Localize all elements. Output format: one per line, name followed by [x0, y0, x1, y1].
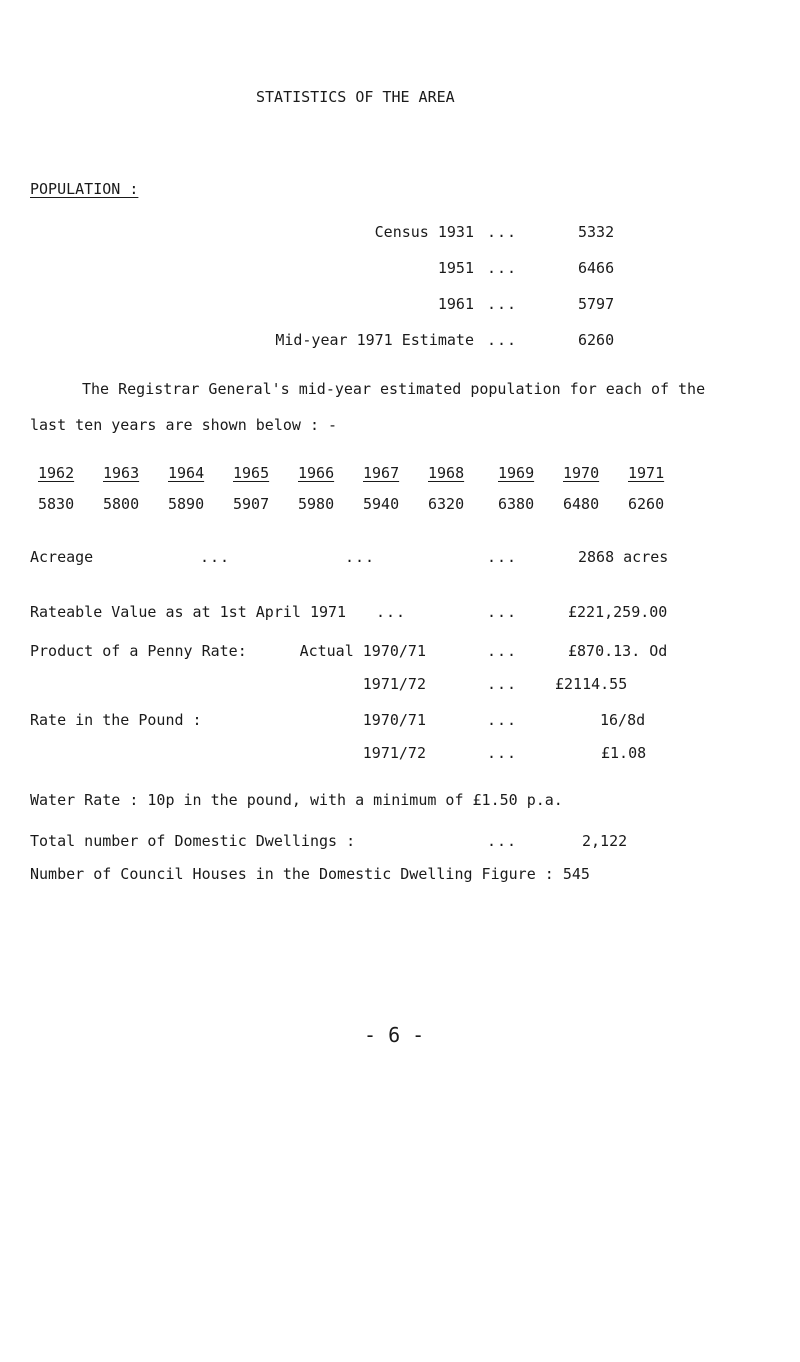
- population-row-label: Mid-year 1971 Estimate: [275, 331, 474, 349]
- population-row-label: 1951: [437, 259, 474, 277]
- population-row-dots: ...: [487, 259, 518, 277]
- acreage-dots: ...: [345, 548, 376, 566]
- year-value: 5890: [168, 495, 205, 513]
- page-number: - 6 -: [364, 1023, 425, 1047]
- acreage-value: 2868 acres: [578, 548, 669, 566]
- registrar-line-1: The Registrar General's mid-year estimated population for each of the: [82, 380, 706, 398]
- penny-rate-value: £2114.55: [555, 675, 628, 693]
- acreage-dots: ...: [200, 548, 231, 566]
- year-value: 6480: [563, 495, 600, 513]
- rate-pound-period: 1970/71: [362, 711, 426, 729]
- year-value: 5800: [103, 495, 140, 513]
- year-header: 1964: [168, 464, 205, 482]
- year-header: 1971: [628, 464, 665, 482]
- year-value: 5830: [38, 495, 75, 513]
- population-row-dots: ...: [487, 295, 518, 313]
- year-value: 6260: [628, 495, 665, 513]
- year-value: 6320: [428, 495, 465, 513]
- population-row-label: 1961: [437, 295, 474, 313]
- year-header: 1967: [363, 464, 400, 482]
- population-row-value: 5797: [578, 295, 615, 313]
- water-rate: Water Rate : 10p in the pound, with a minimum of £1.50 p.a.: [30, 791, 563, 809]
- registrar-line-2: last ten years are shown below : -: [30, 416, 338, 434]
- penny-rate-period: Actual 1970/71: [299, 642, 426, 660]
- rate-pound-dots: ...: [487, 711, 518, 729]
- penny-rate-period: 1971/72: [362, 675, 426, 693]
- rateable-dots: ...: [487, 603, 518, 621]
- rate-pound-label: Rate in the Pound :: [30, 711, 202, 729]
- population-row-label: Census 1931: [374, 223, 474, 241]
- council-houses: Number of Council Houses in the Domestic Dwelling Figure : 545: [30, 865, 590, 883]
- rate-pound-value: 16/8d: [600, 711, 646, 729]
- dwellings-label: Total number of Domestic Dwellings :: [30, 832, 356, 850]
- penny-rate-label: Product of a Penny Rate:: [30, 642, 247, 660]
- year-header: 1970: [563, 464, 600, 482]
- acreage-dots: ...: [487, 548, 518, 566]
- year-value: 5907: [233, 495, 270, 513]
- rateable-value: £221,259.00: [568, 603, 668, 621]
- population-heading: POPULATION :: [30, 180, 139, 198]
- acreage-label: Acreage: [30, 548, 94, 566]
- year-value: 6380: [498, 495, 535, 513]
- rate-pound-dots: ...: [487, 744, 518, 762]
- population-row-dots: ...: [487, 223, 518, 241]
- year-header: 1963: [103, 464, 140, 482]
- year-header: 1962: [38, 464, 75, 482]
- rate-pound-value: £1.08: [601, 744, 647, 762]
- year-header: 1969: [498, 464, 535, 482]
- population-row-dots: ...: [487, 331, 518, 349]
- year-header: 1968: [428, 464, 465, 482]
- penny-rate-dots: ...: [487, 675, 518, 693]
- rateable-dots: ...: [376, 603, 407, 621]
- penny-rate-dots: ...: [487, 642, 518, 660]
- rateable-label: Rateable Value as at 1st April 1971: [30, 603, 347, 621]
- population-row-value: 5332: [578, 223, 615, 241]
- population-row-value: 6260: [578, 331, 615, 349]
- dwellings-dots: ...: [487, 832, 518, 850]
- rate-pound-period: 1971/72: [362, 744, 426, 762]
- year-header: 1965: [233, 464, 270, 482]
- population-row-value: 6466: [578, 259, 615, 277]
- year-value: 5940: [363, 495, 400, 513]
- year-value: 5980: [298, 495, 335, 513]
- penny-rate-value: £870.13. Od: [568, 642, 668, 660]
- dwellings-value: 2,122: [582, 832, 628, 850]
- year-header: 1966: [298, 464, 335, 482]
- page-title: STATISTICS OF THE AREA: [256, 88, 455, 106]
